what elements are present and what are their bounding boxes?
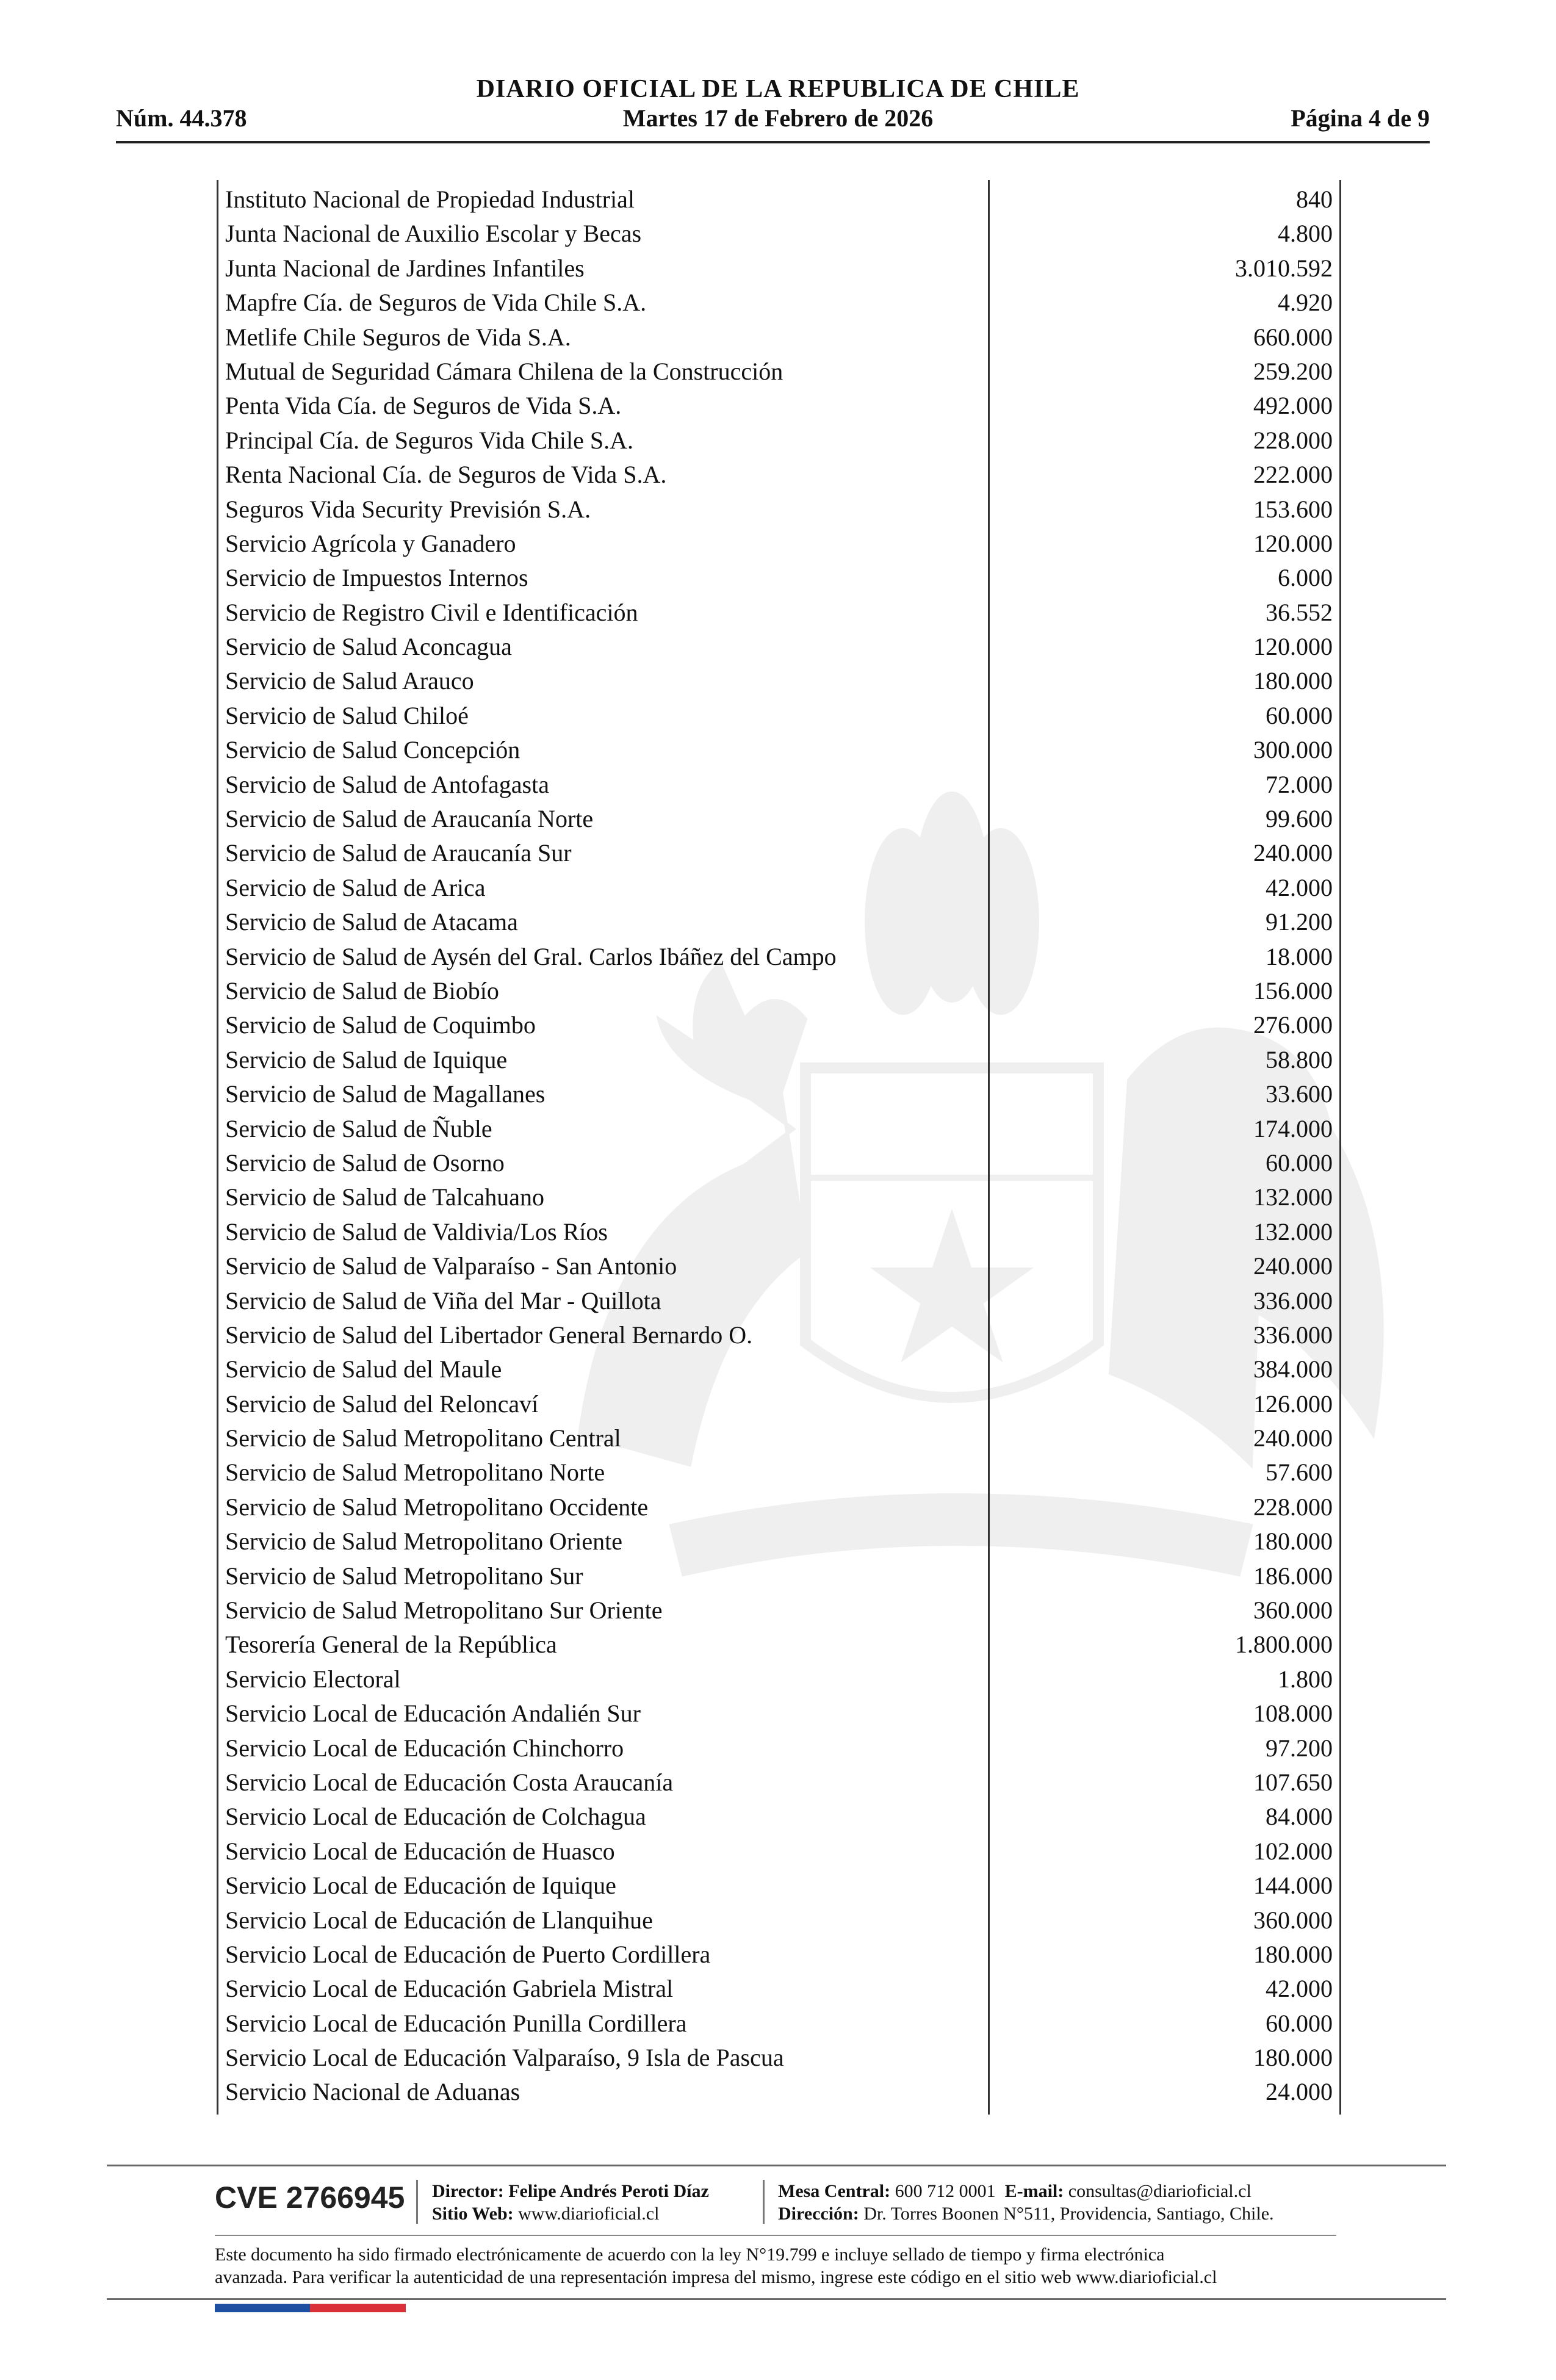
entity-amount: 180.000	[1253, 1527, 1333, 1556]
table-row	[217, 1969, 1341, 2003]
entity-name: Servicio de Impuestos Internos	[225, 564, 528, 592]
entity-amount: 174.000	[1253, 1114, 1333, 1142]
table-row	[217, 1901, 1341, 1935]
table-row	[217, 1350, 1341, 1384]
table-row	[217, 1006, 1341, 1040]
footer-divider-top	[107, 2165, 1446, 2166]
entity-name: Servicio Local de Educación Costa Araucanía	[225, 1768, 674, 1796]
entity-name: Servicio Local de Educación de Colchagua	[225, 1803, 646, 1831]
table-row	[217, 1178, 1341, 1212]
table-row	[217, 2038, 1341, 2072]
entity-amount: 180.000	[1253, 1940, 1333, 1968]
entity-name: Servicio de Salud de Antofagasta	[225, 770, 549, 798]
table-row	[217, 1797, 1341, 1831]
entity-name: Servicio de Salud de Arica	[225, 873, 486, 901]
email-label: E-mail:	[1004, 2181, 1064, 2201]
entity-name: Servicio Agrícola y Ganadero	[225, 529, 516, 557]
table-row	[217, 1488, 1341, 1522]
entity-amount: 102.000	[1253, 1837, 1333, 1865]
cve-code: CVE 2766945	[215, 2180, 405, 2215]
entity-name: Servicio de Salud de Talcahuano	[225, 1183, 544, 1211]
newspaper-title: DIARIO OFICIAL DE LA REPUBLICA DE CHILE	[476, 75, 1080, 103]
entity-name: Servicio de Salud de Valparaíso - San Antonio	[225, 1252, 677, 1280]
flag-stripe-blue	[215, 2304, 310, 2312]
entity-name: Servicio de Salud Aconcagua	[225, 633, 512, 661]
table-row	[217, 2072, 1341, 2107]
entity-name: Servicio de Salud Concepción	[225, 736, 520, 764]
table-row	[217, 249, 1341, 283]
entity-name: Servicio de Salud de Viña del Mar - Quillota	[225, 1286, 661, 1314]
table-row	[217, 696, 1341, 730]
entity-amount: 336.000	[1253, 1286, 1333, 1314]
website-label: Sitio Web:	[432, 2204, 514, 2224]
entity-name: Servicio de Salud de Ñuble	[225, 1114, 492, 1142]
table-row	[217, 1213, 1341, 1247]
table-row	[217, 1282, 1341, 1316]
footer-divider-middle	[215, 2235, 1336, 2236]
entity-name: Servicio de Salud Metropolitano Sur	[225, 1562, 583, 1590]
footer-separator	[416, 2180, 418, 2224]
footer-contact-block	[778, 2180, 1274, 2225]
table-row	[217, 1419, 1341, 1453]
entity-amount: 222.000	[1253, 461, 1333, 489]
table-row	[217, 1763, 1341, 1797]
entity-name: Servicio de Salud de Araucanía Sur	[225, 839, 572, 867]
table-row	[217, 1660, 1341, 1694]
entity-name: Junta Nacional de Auxilio Escolar y Becas	[225, 220, 642, 248]
entity-name: Servicio de Salud Chiloé	[225, 701, 469, 729]
entity-amount: 1.800	[1278, 1665, 1333, 1693]
entity-name: Metlife Chile Seguros de Vida S.A.	[225, 323, 571, 351]
entity-amount: 360.000	[1253, 1596, 1333, 1625]
entity-name: Servicio de Salud del Reloncaví	[225, 1390, 539, 1418]
table-body	[217, 180, 1341, 2107]
table-row	[217, 1247, 1341, 1281]
table-row	[217, 1522, 1341, 1556]
page-number: Página 4 de 9	[1291, 104, 1430, 132]
entity-name: Servicio de Salud Arauco	[225, 667, 474, 695]
entity-amount: 57.600	[1266, 1459, 1333, 1487]
director-name: Felipe Andrés Peroti Díaz	[508, 2181, 709, 2201]
table-row	[217, 1832, 1341, 1866]
entity-amount: 97.200	[1266, 1734, 1333, 1762]
table-row	[217, 2004, 1341, 2038]
table-row	[217, 765, 1341, 799]
table-row	[217, 593, 1341, 627]
entity-amount: 1.800.000	[1235, 1631, 1333, 1659]
entity-amount: 492.000	[1253, 392, 1333, 420]
entity-name: Servicio de Salud de Osorno	[225, 1149, 505, 1177]
table-row	[217, 799, 1341, 834]
phone-number: 600 712 0001	[895, 2181, 996, 2201]
entity-amount: 153.600	[1253, 495, 1333, 523]
entity-amount: 240.000	[1253, 839, 1333, 867]
entity-name: Servicio de Salud Metropolitano Occidente	[225, 1493, 649, 1521]
entity-amount: 60.000	[1266, 701, 1333, 729]
entity-name: Servicio de Salud Metropolitano Oriente	[225, 1527, 622, 1556]
entity-amount: 360.000	[1253, 1906, 1333, 1934]
table-row	[217, 352, 1341, 386]
entity-name: Servicio Local de Educación Punilla Cordillera	[225, 2009, 687, 2037]
entity-name: Renta Nacional Cía. de Seguros de Vida S.A.	[225, 461, 667, 489]
entity-amount: 840	[1296, 186, 1333, 213]
table-row	[217, 283, 1341, 317]
table-row	[217, 558, 1341, 593]
legal-notice	[215, 2243, 1344, 2288]
entity-amount: 91.200	[1266, 908, 1333, 936]
table-row	[217, 972, 1341, 1006]
entity-amount: 384.000	[1253, 1355, 1333, 1383]
table-row	[217, 662, 1341, 696]
table-row	[217, 834, 1341, 868]
table-row	[217, 1694, 1341, 1728]
entity-amount: 99.600	[1266, 805, 1333, 833]
entity-amount: 120.000	[1253, 633, 1333, 661]
legal-notice-line: Este documento ha sido firmado electrónicamente de acuerdo con la ley N°19.799 e incluye sellado de tiempo y firma electrónica	[215, 2245, 1165, 2265]
entity-amount: 240.000	[1253, 1424, 1333, 1452]
table-row	[217, 1625, 1341, 1659]
entity-amount: 4.800	[1278, 220, 1333, 248]
entity-amount: 336.000	[1253, 1321, 1333, 1349]
table-row	[217, 490, 1341, 524]
entity-name: Servicio de Salud de Iquique	[225, 1045, 508, 1073]
table-row	[217, 937, 1341, 972]
header-divider	[116, 141, 1430, 143]
table-row	[217, 1040, 1341, 1075]
entity-name: Servicio de Salud del Libertador General Bernardo O.	[225, 1321, 753, 1349]
entity-name: Servicio de Salud de Valdivia/Los Ríos	[225, 1217, 608, 1246]
table-row	[217, 1144, 1341, 1178]
table-row	[217, 1591, 1341, 1625]
entity-amount: 144.000	[1253, 1872, 1333, 1900]
entity-amount: 228.000	[1253, 426, 1333, 454]
table-row	[217, 214, 1341, 248]
table-row	[217, 1385, 1341, 1419]
entity-amount: 132.000	[1253, 1217, 1333, 1246]
table-row	[217, 386, 1341, 420]
entity-name: Seguros Vida Security Previsión S.A.	[225, 495, 591, 523]
entity-amount: 60.000	[1266, 2009, 1333, 2037]
email-link[interactable]: consultas@diarioficial.cl	[1068, 2181, 1252, 2201]
issue-number: Núm. 44.378	[116, 104, 247, 132]
entity-name: Servicio de Salud de Biobío	[225, 976, 499, 1004]
table-row	[217, 1729, 1341, 1763]
entity-name: Servicio Nacional de Aduanas	[225, 2078, 520, 2106]
entity-amount: 156.000	[1253, 976, 1333, 1004]
entity-amount: 3.010.592	[1235, 254, 1333, 282]
entity-name: Servicio de Salud de Magallanes	[225, 1080, 546, 1108]
address-text: Dr. Torres Boonen N°511, Providencia, Santiago, Chile.	[863, 2204, 1274, 2224]
entity-amount: 42.000	[1266, 1975, 1333, 2003]
table-row	[217, 1866, 1341, 1900]
entity-name: Servicio de Registro Civil e Identificación	[225, 598, 638, 626]
entity-name: Servicio de Salud Metropolitano Central	[225, 1424, 621, 1452]
entity-amount: 240.000	[1253, 1252, 1333, 1280]
entity-amount: 58.800	[1266, 1045, 1333, 1073]
entity-name: Servicio Local de Educación de Llanquihue	[225, 1906, 653, 1934]
phone-label: Mesa Central:	[778, 2181, 891, 2201]
entity-amount: 4.920	[1278, 289, 1333, 317]
entity-name: Servicio de Salud Metropolitano Sur Oriente	[225, 1596, 663, 1625]
entity-name: Instituto Nacional de Propiedad Industrial	[225, 186, 635, 213]
entity-amount: 84.000	[1266, 1803, 1333, 1831]
entity-amount: 6.000	[1278, 564, 1333, 592]
footer-director-block	[432, 2180, 709, 2225]
table-row	[217, 524, 1341, 558]
issue-date: Martes 17 de Febrero de 2026	[622, 104, 934, 132]
table-row	[217, 421, 1341, 455]
entity-name: Servicio de Salud del Maule	[225, 1355, 502, 1383]
entity-name: Servicio de Salud de Coquimbo	[225, 1011, 536, 1039]
entity-name: Servicio Local de Educación de Puerto Cordillera	[225, 1940, 711, 1968]
table-row	[217, 1075, 1341, 1109]
entity-amount: 259.200	[1253, 357, 1333, 385]
table-row	[217, 868, 1341, 903]
entity-amount: 42.000	[1266, 873, 1333, 901]
entity-amount: 180.000	[1253, 667, 1333, 695]
entity-name: Penta Vida Cía. de Seguros de Vida S.A.	[225, 392, 622, 420]
entity-amount: 24.000	[1266, 2078, 1333, 2106]
website-link[interactable]: www.diarioficial.cl	[518, 2204, 660, 2224]
table-row	[217, 455, 1341, 489]
entity-name: Servicio Local de Educación Gabriela Mistral	[225, 1975, 674, 2003]
entity-amount: 132.000	[1253, 1183, 1333, 1211]
entity-amount: 107.650	[1253, 1768, 1333, 1796]
table-row	[217, 1557, 1341, 1591]
entity-amount: 300.000	[1253, 736, 1333, 764]
legal-notice-line: avanzada. Para verificar la autenticidad de una representación impresa del mismo, ingrese este código en el sitio web www.diarioficial.cl	[215, 2267, 1217, 2287]
entity-amount: 120.000	[1253, 529, 1333, 557]
entity-name: Servicio Electoral	[225, 1665, 401, 1693]
address-label: Dirección:	[778, 2204, 859, 2224]
table-row	[217, 180, 1341, 214]
entity-name: Servicio de Salud Metropolitano Norte	[225, 1459, 605, 1487]
entity-name: Servicio Local de Educación de Huasco	[225, 1837, 615, 1865]
entity-amount: 72.000	[1266, 770, 1333, 798]
table-row	[217, 1109, 1341, 1144]
entity-name: Mapfre Cía. de Seguros de Vida Chile S.A.	[225, 289, 647, 317]
table-row	[217, 1453, 1341, 1487]
entity-name: Tesorería General de la República	[225, 1631, 557, 1659]
entity-name: Servicio Local de Educación Valparaíso, 9 Isla de Pascua	[225, 2044, 784, 2072]
flag-stripe-red	[310, 2304, 406, 2312]
entity-name: Servicio de Salud de Atacama	[225, 908, 518, 936]
entity-name: Servicio de Salud de Aysén del Gral. Carlos Ibáñez del Campo	[225, 942, 837, 970]
entity-amount: 276.000	[1253, 1011, 1333, 1039]
footer-separator	[763, 2180, 765, 2224]
table-row	[217, 1316, 1341, 1350]
director-label: Director:	[432, 2181, 504, 2201]
table-row	[217, 627, 1341, 662]
entity-name: Mutual de Seguridad Cámara Chilena de la Construcción	[225, 357, 783, 385]
entity-amount: 60.000	[1266, 1149, 1333, 1177]
entity-amount: 180.000	[1253, 2044, 1333, 2072]
entity-amount: 228.000	[1253, 1493, 1333, 1521]
table-row	[217, 730, 1341, 765]
footer-divider-bottom	[107, 2298, 1446, 2300]
entity-amount: 33.600	[1266, 1080, 1333, 1108]
entity-amount: 186.000	[1253, 1562, 1333, 1590]
table-row	[217, 318, 1341, 352]
entity-amount: 36.552	[1266, 598, 1333, 626]
entity-amount: 660.000	[1253, 323, 1333, 351]
table-row	[217, 1935, 1341, 1969]
entity-amount: 108.000	[1253, 1700, 1333, 1728]
table-row	[217, 903, 1341, 937]
entity-name: Servicio Local de Educación de Iquique	[225, 1872, 616, 1900]
entity-name: Servicio Local de Educación Chinchorro	[225, 1734, 624, 1762]
entity-name: Servicio de Salud de Araucanía Norte	[225, 805, 594, 833]
entity-name: Junta Nacional de Jardines Infantiles	[225, 254, 585, 282]
entity-name: Servicio Local de Educación Andalién Sur	[225, 1700, 641, 1728]
entity-name: Principal Cía. de Seguros Vida Chile S.A.	[225, 426, 634, 454]
entity-amount: 18.000	[1266, 942, 1333, 970]
entity-amount: 126.000	[1253, 1390, 1333, 1418]
